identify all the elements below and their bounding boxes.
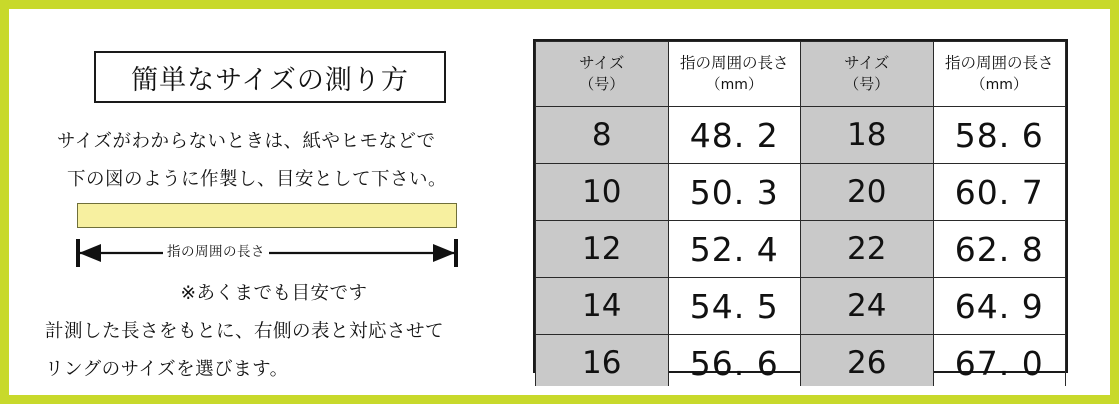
measurement-arrow	[67, 235, 467, 271]
header-length-left-main: 指の周囲の長さ	[679, 54, 789, 73]
table-header-row	[536, 42, 1066, 107]
cell-mm-left: 56. 6	[668, 335, 801, 392]
cell-mm-right: 64. 9	[933, 278, 1066, 335]
approximate-note: ※あくまでも目安です	[180, 283, 368, 304]
header-size-right-main: サイズ	[844, 54, 890, 73]
table-row	[536, 164, 1066, 221]
measuring-instructions-panel	[39, 35, 509, 380]
paren-close-left: ）	[747, 75, 763, 94]
cell-mm-right: 60. 7	[933, 164, 1066, 221]
arrow-label: 指の周囲の長さ	[163, 240, 269, 260]
header-size-left-main: サイズ	[579, 54, 625, 73]
content-area	[9, 9, 1110, 383]
unit-mm-left: mm	[720, 77, 748, 94]
paren-open-right: （	[970, 75, 986, 94]
cell-mm-right: 58. 6	[933, 107, 1066, 164]
header-length-right	[933, 42, 1066, 107]
cell-mm-right: 62. 8	[933, 221, 1066, 278]
instruction-line-1: サイズがわからないときは、紙やヒモなどで	[57, 131, 436, 152]
cell-size-right: 24	[801, 278, 934, 335]
header-size-right	[801, 42, 934, 107]
unit-mm-right: mm	[985, 77, 1013, 94]
table-row	[536, 278, 1066, 335]
cell-size-right: 18	[801, 107, 934, 164]
header-length-right-main: 指の周囲の長さ	[944, 54, 1054, 73]
table-row	[536, 335, 1066, 392]
cell-size-left: 14	[536, 278, 669, 335]
instructions-heading-box	[94, 51, 446, 103]
paren-close-right: ）	[1012, 75, 1028, 94]
header-length-left	[668, 42, 801, 107]
table-row	[536, 221, 1066, 278]
table-row	[536, 107, 1066, 164]
cell-mm-left: 50. 3	[668, 164, 801, 221]
paper-strip-illustration	[77, 203, 457, 228]
paren-open-left: （	[705, 75, 721, 94]
cell-size-left: 12	[536, 221, 669, 278]
header-length-left-sub	[670, 74, 800, 95]
cell-size-left: 10	[536, 164, 669, 221]
cell-size-right: 22	[801, 221, 934, 278]
bottom-strip	[9, 386, 1110, 395]
cell-mm-right: 67. 0	[933, 335, 1066, 392]
page-title: 簡単なサイズの測り方	[131, 64, 409, 96]
instruction-line-2: 下の図のように作製し、目安として下さい。	[67, 169, 448, 190]
cell-size-right: 20	[801, 164, 934, 221]
cell-mm-left: 48. 2	[668, 107, 801, 164]
cell-mm-left: 54. 5	[668, 278, 801, 335]
cell-mm-left: 52. 4	[668, 221, 801, 278]
ring-size-table	[533, 39, 1068, 383]
header-length-right-sub	[935, 74, 1065, 95]
cell-size-right: 26	[801, 335, 934, 392]
header-size-left-sub: （号）	[579, 75, 625, 94]
header-size-left	[536, 42, 669, 107]
closing-line-2: リングのサイズを選びます。	[45, 359, 289, 380]
cell-size-left: 8	[536, 107, 669, 164]
header-size-right-sub: （号）	[844, 75, 890, 94]
closing-line-1: 計測した長さをもとに、右側の表と対応させて	[45, 321, 445, 342]
cell-size-left: 16	[536, 335, 669, 392]
